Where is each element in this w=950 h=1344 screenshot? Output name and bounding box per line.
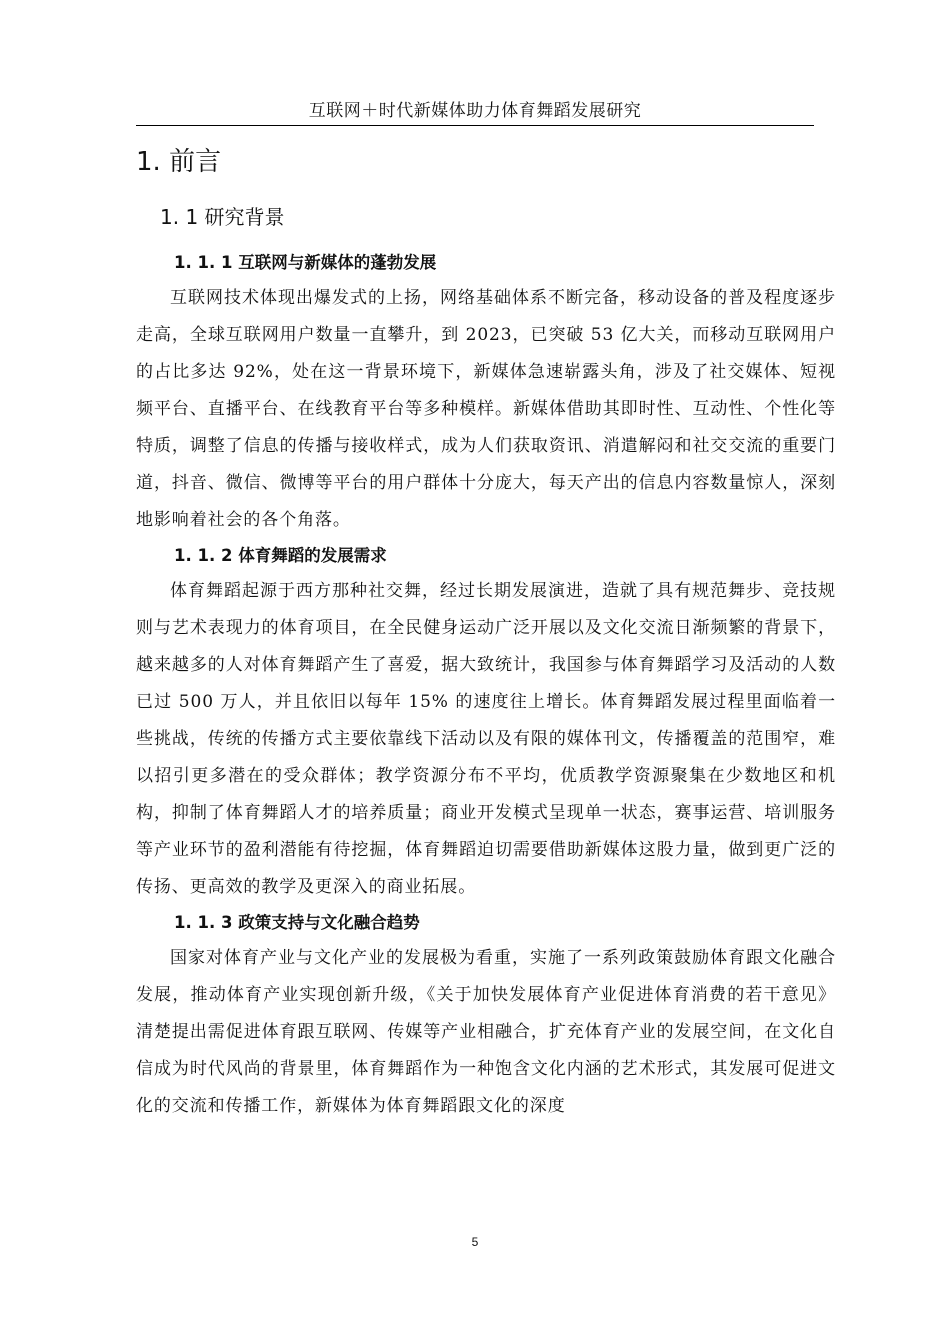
subsubsection-heading-1: 1. 1. 1 互联网与新媒体的蓬勃发展: [174, 253, 437, 272]
subsection-heading: 1. 1 研究背景: [160, 205, 285, 229]
page-content: [136, 142, 836, 1125]
subsubsection-heading-3: 1. 1. 3 政策支持与文化融合趋势: [174, 913, 420, 932]
header-divider: [136, 125, 814, 126]
section-heading: 1. 前言: [136, 147, 222, 177]
paragraph-3: 国家对体育产业与文化产业的发展极为看重，实施了一系列政策鼓励体育跟文化融合发展，推动体育产业实现创新升级，《关于加快发展体育产业促进体育消费的若干意见》清楚提出需促进体育跟互联网、传媒等产业相融合，扩充体育产业的发展空间，在文化自信成为时代风尚的背景里，体育舞蹈作为一种饱含文化内涵的艺术形式，其发展可促进文化的交流和传播工作，新媒体为体育舞蹈跟文化的深度: [136, 948, 836, 1116]
subsubsection-heading-2: 1. 1. 2 体育舞蹈的发展需求: [174, 546, 387, 565]
paragraph-2: 体育舞蹈起源于西方那种社交舞，经过长期发展演进，造就了具有规范舞步、竞技规则与艺术表现力的体育项目，在全民健身运动广泛开展以及文化交流日渐频繁的背景下，越来越多的人对体育舞蹈产生了喜爱，据大致统计，我国参与体育舞蹈学习及活动的人数已过 500 万人，并且依旧以每年 15% 的速度往上增长。体育舞蹈发展过程里面临着一些挑战，传统的传播方式主要依靠线下活动以及有限的媒体刊文，传播覆盖的范围窄，难以招引更多潜在的受众群体；教学资源分布不平均，优质教学资源聚集在少数地区和机构，抑制了体育舞蹈人才的培养质量；商业开发模式呈现单一状态，赛事运营、培训服务等产业环节的盈利潜能有待挖掘，体育舞蹈迫切需要借助新媒体这股力量，做到更广泛的传扬、更高效的教学及更深入的商业拓展。: [136, 581, 836, 897]
paragraph-1: 互联网技术体现出爆发式的上扬，网络基础体系不断完备，移动设备的普及程度逐步走高，全球互联网用户数量一直攀升，到 2023，已突破 53 亿大关，而移动互联网用户的占比多达 92%，处在这一背景环境下，新媒体急速崭露头角，涉及了社交媒体、短视频平台、直播平台、在线教育平台等多种模样。新媒体借助其即时性、互动性、个性化等特质，调整了信息的传播与接收样式，成为人们获取资讯、消遣解闷和社交交流的重要门道，抖音、微信、微博等平台的用户群体十分庞大，每天产出的信息内容数量惊人，深刻地影响着社会的各个角落。: [136, 288, 836, 530]
running-header: 互联网＋时代新媒体助力体育舞蹈发展研究: [308, 101, 642, 121]
page-number: 5: [471, 1235, 479, 1249]
